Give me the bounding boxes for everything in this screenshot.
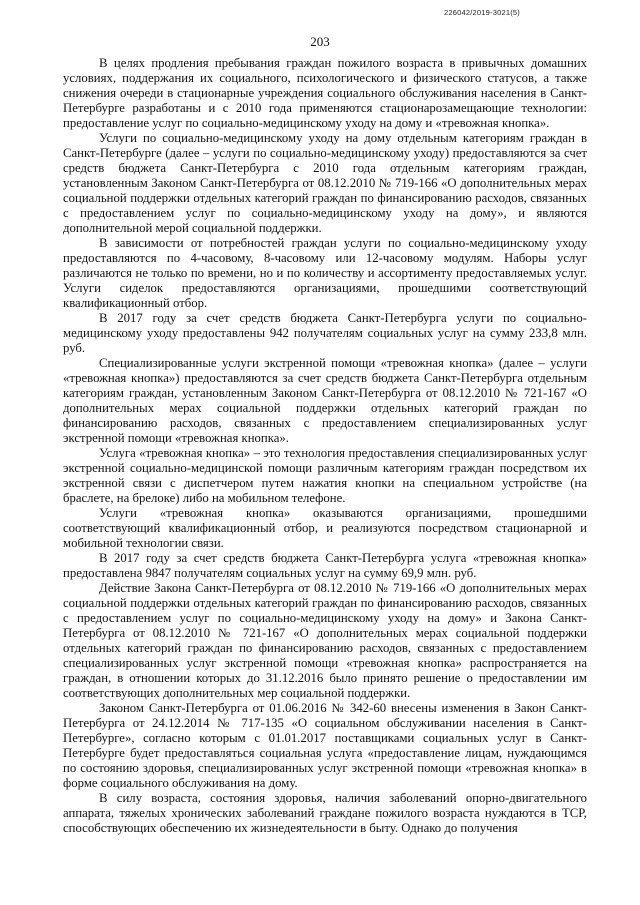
paragraph: В целях продления пребывания граждан пожилого возраста в привычных домашних условиях, поддержания их социального, психологического и физического статусов, а также снижения очереди в стационарные учреждения социального обслуживания населения в Санкт-Петербурге разработаны и с 2010 года применяются стационарозамещающие технологии: предоставление услуг по социально-медицинскому уходу на дому и «тревожная кнопка». — [63, 56, 587, 130]
paragraph: В зависимости от потребностей граждан услуги по социально-медицинскому уходу предоставляются по 4-часовому, 8-часовому или 12-часовому модулям. Наборы услуг различаются не только по времени, но и по количеству и ассортименту предоставляемых услуг. Услуги сиделок предоставляются организациями, прошедшими соответствующий квалификационный отбор. — [63, 236, 587, 310]
paragraph: Услуга «тревожная кнопка» – это технология предоставления специализированных услуг экстренной социально-медицинской помощи различным категориям граждан посредством их экстренной связи с диспетчером путем нажатия кнопки на специальном устройстве (на браслете, на брелоке) либо на мобильном телефоне. — [63, 446, 587, 505]
page-number: 203 — [310, 34, 330, 49]
document-id: 226042/2019-3021(5) — [444, 8, 520, 17]
paragraph: В 2017 году за счет средств бюджета Санкт-Петербурга услуга «тревожная кнопка» предоставлена 9847 получателям социальных услуг на сумму 69,9 млн. руб. — [63, 551, 587, 580]
paragraph: Законом Санкт-Петербурга от 01.06.2016 № 342-60 внесены изменения в Закон Санкт-Петербурга от 24.12.2014 № 717-135 «О социальном обслуживании населения в Санкт-Петербурге», согласно которым с 01.01.2017 поставщиками социальных услуг в Санкт-Петербурге будет предоставляться социальная услуга «предоставление лицам, нуждающимся по состоянию здоровья, специализированных услуг экстренной помощи «тревожная кнопка» в форме социального обслуживания на дому. — [63, 701, 587, 790]
paragraph: Специализированные услуги экстренной помощи «тревожная кнопка» (далее – услуги «тревожная кнопка») предоставляются за счет средств бюджета Санкт-Петербурга отдельным категориям граждан, установленным Законом Санкт-Петербурга от 08.12.2010 № 721-167 «О дополнительных мерах социальной поддержки отдельных категорий граждан по финансированию расходов, связанных с предоставлением специализированных услуг экстренной помощи «тревожная кнопка». — [63, 356, 587, 445]
paragraph: В силу возраста, состояния здоровья, наличия заболеваний опорно-двигательного аппарата, тяжелых хронических заболеваний граждане пожилого возраста нуждаются в ТСР, способствующих обеспечению их жизнедеятельности в быту. Однако до получения — [63, 791, 587, 835]
paragraph: Услуги по социально-медицинскому уходу на дому отдельным категориям граждан в Санкт-Петербурге (далее – услуги по социально-медицинскому уходу) предоставляются за счет средств бюджета Санкт-Петербурга с 2010 года отдельным категориям граждан, установленным Законом Санкт-Петербурга от 08.12.2010 № 719-166 «О дополнительных мерах социальной поддержки отдельных категорий граждан по финансированию расходов, связанных с предоставлением услуг по социально-медицинскому уходу на дому», и являются дополнительной мерой социальной поддержки. — [63, 131, 587, 235]
paragraph: Услуги «тревожная кнопка» оказываются организациями, прошедшими соответствующий квалификационный отбор, и реализуются посредством стационарной и мобильной технологии связи. — [63, 506, 587, 550]
document-body — [63, 56, 587, 836]
paragraph: В 2017 году за счет средств бюджета Санкт-Петербурга услуги по социально-медицинскому уходу предоставлены 942 получателям социальных услуг на сумму 233,8 млн. руб. — [63, 311, 587, 355]
paragraph: Действие Закона Санкт-Петербурга от 08.12.2010 № 719-166 «О дополнительных мерах социальной поддержки отдельных категорий граждан по финансированию расходов, связанных с предоставлением услуг по социально-медицинскому уходу на дому» и Закона Санкт-Петербурга от 08.12.2010 № 721-167 «О дополнительных мерах социальной поддержки отдельных категорий граждан по финансированию расходов, связанных с предоставлением специализированных услуг экстренной помощи «тревожная кнопка» распространяется на граждан, в отношении которых до 31.12.2016 было принято решение о предоставлении им соответствующих дополнительных мер социальной поддержки. — [63, 581, 587, 700]
